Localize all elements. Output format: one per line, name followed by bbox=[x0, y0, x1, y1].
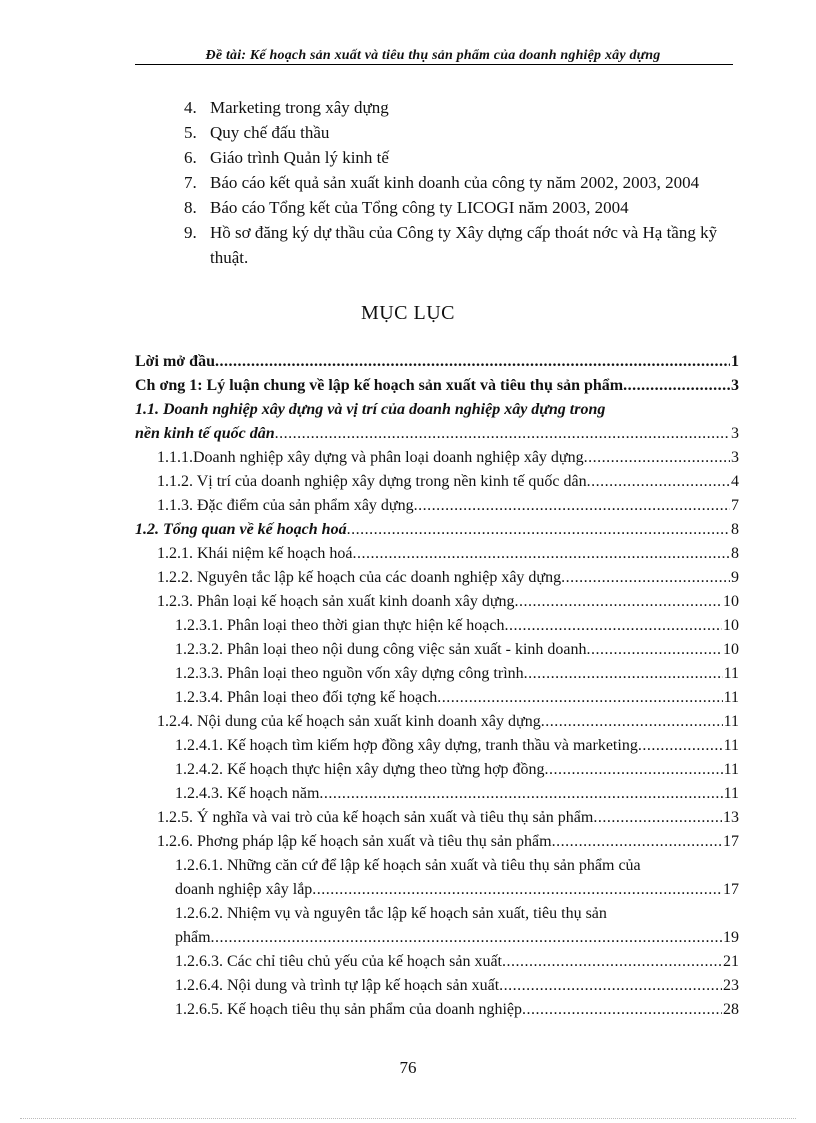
reference-item: 6. Giáo trình Quản lý kinh tế bbox=[184, 148, 389, 167]
toc-title: MỤC LỤC bbox=[360, 302, 456, 324]
toc-entry[interactable]: 1.1.3. Đặc điểm của sản phẩm xây dựng ..... 7 bbox=[135, 494, 739, 518]
toc-entry[interactable]: 1.2.6.5. Kế hoạch tiêu thụ sản phẩm của doanh nghiệp ..... 28 bbox=[135, 998, 739, 1022]
toc-entry[interactable]: 1.2. Tổng quan về kế hoạch hoá ..... 8 bbox=[135, 518, 739, 542]
toc-entry[interactable]: 1.2.6.3. Các chỉ tiêu chủ yếu của kế hoạch sản xuất ..... 21 bbox=[135, 950, 739, 974]
table-of-contents bbox=[135, 350, 739, 1022]
toc-entry-line1[interactable]: 1.1. Doanh nghiệp xây dựng và vị trí của doanh nghiệp xây dựng trong bbox=[135, 401, 606, 418]
toc-entry[interactable]: 1.2.1. Khái niệm kế hoạch hoá ..... 8 bbox=[135, 542, 739, 566]
toc-entry[interactable]: doanh nghiệp xây lắp ..... 17 bbox=[135, 878, 739, 902]
toc-entry[interactable]: 1.1.2. Vị trí của doanh nghiệp xây dựng trong nền kinh tế quốc dân ..... 4 bbox=[135, 470, 739, 494]
toc-entry-line1[interactable]: 1.2.6.1. Những căn cứ để lập kế hoạch sản xuất và tiêu thụ sản phẩm của bbox=[175, 857, 641, 874]
toc-entry[interactable]: 1.2.6. Phơng pháp lập kế hoạch sản xuất và tiêu thụ sản phẩm ..... 17 bbox=[135, 830, 739, 854]
reference-item: 9. Hồ sơ đăng ký dự thầu của Công ty Xây dựng cấp thoát nớc và Hạ tầng kỹ thuật. bbox=[184, 223, 718, 267]
reference-item: 4. Marketing trong xây dựng bbox=[184, 98, 389, 117]
toc-entry[interactable]: 1.2.5. Ý nghĩa và vai trò của kế hoạch sản xuất và tiêu thụ sản phẩm ..... 13 bbox=[135, 806, 739, 830]
toc-entry[interactable]: 1.2.3.4. Phân loại theo đối tợng kế hoạch ..... 11 bbox=[135, 686, 739, 710]
reference-item: 8. Báo cáo Tổng kết của Tổng công ty LICOGI năm 2003, 2004 bbox=[184, 198, 629, 217]
page-number: 76 bbox=[399, 1058, 417, 1077]
toc-entry[interactable]: 1.2.3.3. Phân loại theo nguồn vốn xây dựng công trình ..... 11 bbox=[135, 662, 739, 686]
page-bottom-divider bbox=[20, 1118, 796, 1120]
toc-entry[interactable]: 1.2.4.1. Kế hoạch tìm kiếm hợp đồng xây dựng, tranh thầu và marketing ..... 11 bbox=[135, 734, 739, 758]
toc-entry[interactable]: 1.2.4.2. Kế hoạch thực hiện xây dựng theo từng hợp đồng ..... 11 bbox=[135, 758, 739, 782]
toc-entry[interactable]: 1.2.2. Nguyên tắc lập kế hoạch của các doanh nghiệp xây dựng ..... 9 bbox=[135, 566, 739, 590]
toc-entry[interactable]: nền kinh tế quốc dân ..... 3 bbox=[135, 422, 739, 446]
toc-entry[interactable]: 1.2.4. Nội dung của kế hoạch sản xuất kinh doanh xây dựng ..... 11 bbox=[135, 710, 739, 734]
toc-entry[interactable]: 1.2.3.2. Phân loại theo nội dung công việc sản xuất - kinh doanh ..... 10 bbox=[135, 638, 739, 662]
toc-entry[interactable]: 1.2.6.4. Nội dung và trình tự lập kế hoạch sản xuất ..... 23 bbox=[135, 974, 739, 998]
reference-list bbox=[178, 95, 738, 270]
toc-entry[interactable]: 1.2.3.1. Phân loại theo thời gian thực hiện kế hoạch ..... 10 bbox=[135, 614, 739, 638]
reference-item: 5. Quy chế đấu thầu bbox=[184, 123, 330, 142]
toc-entry[interactable]: 1.2.3. Phân loại kế hoạch sản xuất kinh doanh xây dựng ..... 10 bbox=[135, 590, 739, 614]
header-rule bbox=[135, 64, 733, 65]
toc-entry[interactable]: phẩm ..... 19 bbox=[135, 926, 739, 950]
toc-entry[interactable]: Lời mở đầu ..... 1 bbox=[135, 350, 739, 374]
reference-item: 7. Báo cáo kết quả sản xuất kinh doanh của công ty năm 2002, 2003, 2004 bbox=[184, 173, 700, 192]
toc-entry[interactable]: 1.2.4.3. Kế hoạch năm ..... 11 bbox=[135, 782, 739, 806]
toc-entry[interactable]: 1.1.1.Doanh nghiệp xây dựng và phân loại doanh nghiệp xây dựng ..... 3 bbox=[135, 446, 739, 470]
toc-entry-line1[interactable]: 1.2.6.2. Nhiệm vụ và nguyên tắc lập kế hoạch sản xuất, tiêu thụ sản bbox=[175, 905, 607, 922]
running-header: Đề tài: Kế hoạch sản xuất và tiêu thụ sản phẩm của doanh nghiệp xây dựng bbox=[205, 48, 661, 63]
toc-entry[interactable]: Ch ơng 1: Lý luận chung về lập kế hoạch sản xuất và tiêu thụ sản phẩm ..... 3 bbox=[135, 374, 739, 398]
